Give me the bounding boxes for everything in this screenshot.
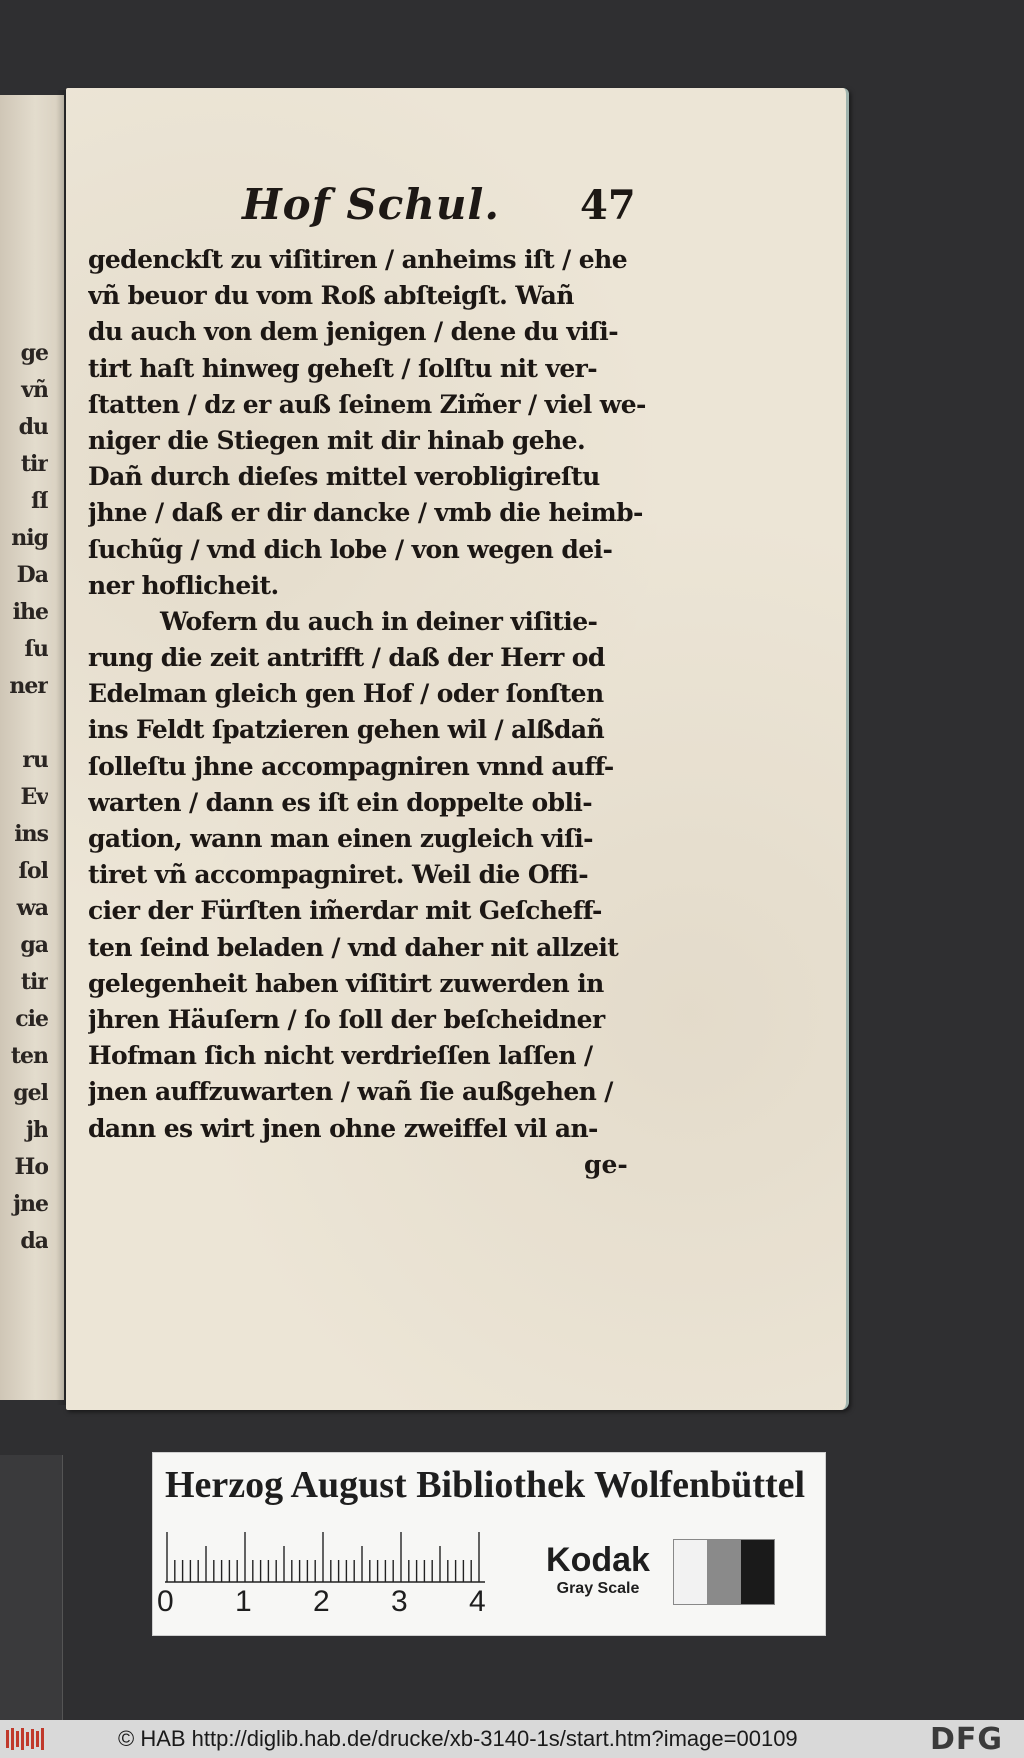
text-line: tirt haſt hinweg geheſt / ſolſtu nit ver- (88, 353, 598, 383)
facing-page-fragment: ihe (12, 599, 48, 625)
facing-page-edge (0, 95, 64, 1400)
color-calibration-label (152, 1452, 826, 1636)
gray-swatch (674, 1540, 707, 1604)
page-header (242, 180, 642, 240)
facing-page-fragment: Ho (14, 1154, 48, 1180)
text-line: tiret vñ accompagniret. Weil die Offi- (88, 860, 589, 890)
facing-page-fragment: Da (16, 562, 48, 588)
facing-page-fragment: ten (10, 1043, 48, 1069)
ruler-number: 0 (157, 1585, 174, 1618)
library-name: Herzog August Bibliothek Wolfenbüttel (165, 1464, 806, 1506)
gray-swatch (741, 1540, 774, 1604)
text-line: Dañ durch dieſes mittel verobligireſtu (88, 462, 600, 492)
text-line: vñ beuor du vom Roß abſteigſt. Wañ (88, 281, 574, 311)
ruler-numbers (157, 1585, 497, 1621)
text-line: dann es wirt jnen ohne zweiffel vil an- (88, 1113, 598, 1143)
text-line: ins Feldt ſpatzieren gehen wil / alßdañ (88, 715, 605, 745)
text-line: jnen auffzuwarten / wañ ſie außgehen / (88, 1077, 613, 1107)
ruler-scale (165, 1528, 515, 1583)
text-line: ſtatten / dz er auß ſeinem Zim̃er / viel we- (88, 389, 646, 419)
page-text (88, 242, 648, 1147)
page-number: 47 (580, 182, 636, 229)
facing-page-fragment: wa (16, 895, 48, 921)
facing-page-fragment: ru (22, 747, 48, 773)
text-line: rung die zeit antrifft / daß der Herr od (88, 643, 605, 673)
facing-page-fragment (4, 705, 48, 742)
ruler-number: 2 (313, 1585, 330, 1618)
facing-page-fragment: ga (20, 932, 48, 958)
text-line: gelegenheit haben viſitirt zuwerden in (88, 968, 604, 998)
text-line: jhne / daß er dir dancke / vmb die heimb- (88, 498, 643, 528)
facing-page-fragment: ge (20, 340, 48, 366)
text-line: gedenckſt zu viſitiren / anheims iſt / ehe (88, 245, 627, 274)
facing-page-fragment: jne (13, 1191, 48, 1217)
facing-page-fragment: ins (14, 821, 48, 847)
facing-page-fragment: ſſ (31, 488, 48, 514)
facing-page-fragment: Ev (20, 784, 48, 810)
text-line: jhren Häuſern / ſo ſoll der beſcheidner (88, 1004, 605, 1034)
catchword: ge- (584, 1150, 628, 1179)
ruler-number: 1 (235, 1585, 252, 1618)
kodak-brand: Kodak (546, 1541, 650, 1579)
facing-page-fragment: cie (15, 1006, 48, 1032)
facing-page-fragment: vñ (21, 377, 48, 403)
facing-page-fragment: tir (20, 451, 48, 477)
facing-page-fragment: ſu (24, 636, 48, 662)
text-line: Hofman ſich nicht verdrieſſen laſſen / (88, 1041, 593, 1071)
footer-bar (0, 1720, 1024, 1758)
text-line: ner hoflicheit. (88, 570, 279, 600)
footer-source-link[interactable]: © HAB http://diglib.hab.de/drucke/xb-3140-1s/start.htm?image=00109 (118, 1726, 798, 1751)
text-line: Wofern du auch in deiner viſitie- (160, 606, 598, 636)
text-line: ſolleſtu jhne accompagniren vnnd auff- (88, 751, 614, 781)
facing-page-fragment: gel (13, 1080, 48, 1106)
facing-page-fragment: tir (20, 969, 48, 995)
facing-page-fragment: du (18, 414, 48, 440)
gray-scale-swatches (673, 1539, 775, 1605)
text-line: ten ſeind beladen / vnd daher nit allzeit (88, 932, 619, 962)
kodak-subtitle: Gray Scale (556, 1580, 640, 1597)
dfg-logo: DFG (930, 1722, 1004, 1757)
ruler-number: 4 (469, 1585, 486, 1618)
facing-page-fragment: ner (9, 673, 48, 699)
text-line: gation, wann man einen zugleich viſi- (88, 824, 593, 853)
kodak-logo (533, 1541, 663, 1599)
text-line: warten / dann es iſt ein doppelte obli- (88, 787, 593, 817)
text-line: ſuchũg / vnd dich lobe / von wegen dei- (88, 534, 613, 564)
text-line: du auch von dem jenigen / dene du viſi- (88, 317, 618, 347)
hab-logo-icon (6, 1728, 44, 1750)
facing-page-fragment: nig (11, 525, 48, 551)
ruler-number: 3 (391, 1585, 408, 1618)
text-line: Edelman gleich gen Hof / oder ſonſten (88, 679, 604, 709)
facing-page-fragment: jh (26, 1117, 48, 1143)
gray-swatch (707, 1540, 740, 1604)
facing-page-fragment: da (20, 1228, 48, 1254)
running-head: Hof Schul. (242, 180, 500, 229)
text-line: niger die Stiegen mit dir hinab gehe. (88, 425, 586, 455)
facing-page-fragment: ſol (18, 858, 48, 884)
book-cover-edge (0, 1455, 63, 1720)
text-line: cier der Fürſten im̃erdar mit Geſcheff- (88, 896, 602, 926)
facing-page-text-fragments (4, 335, 48, 1260)
